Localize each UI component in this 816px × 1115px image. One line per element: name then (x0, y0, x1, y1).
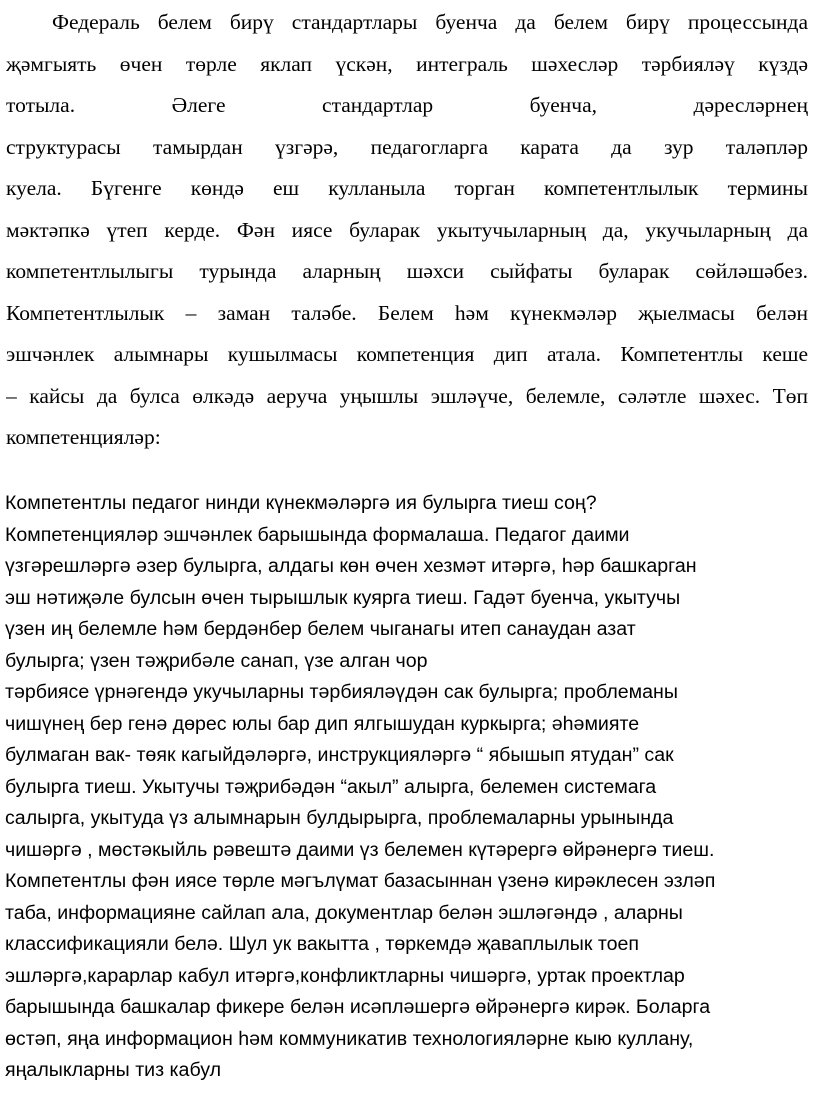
text-line: булмаган вак- төяк кагыйдәләргә, инструкцияләргә “ ябышып ятудан” сак (5, 744, 674, 766)
text-line: Федераль белем бирү стандартлары буенча да белем бирү процессында (52, 10, 808, 34)
text-line: җәмгыять өчен төрле яклап үскән, интеграль шәхесләр тәрбияләү күздә (6, 51, 808, 76)
text-line: өстәп, яңа информацион һәм коммуникатив технологияләрне кыю куллану, (5, 1027, 694, 1050)
text-line: – кайсы да булса өлкәдә аеруча уңышлы эшләүче, белемле, сәләтле шәхес. Төп (6, 383, 808, 408)
text-line: компетентлылыгы турында аларның шәхси сыйфаты буларак сөйләшәбез. (6, 259, 808, 283)
text-line: барышында башкалар фикере белән исәпләшергә өйрәнергә кирәк. Боларга (5, 996, 711, 1018)
text-line: Компетентлылык – заман таләбе. Белем һәм күнекмәләр җыелмасы белән (6, 300, 808, 325)
text-line: булырга; үзен тәҗрибәле санап, үзе алган чор (5, 649, 428, 672)
text-line: классификацияли белә. Шул ук вакытта , төркемдә җаваплылык тоеп (5, 933, 640, 955)
text-line: үзгәрешләргә әзер булырга, алдагы көн өчен хезмәт итәргә, һәр башкарган (5, 555, 697, 577)
text-line: чишүнең бер генә дөрес юлы бар дип ялгышудан куркырга; әһәмияте (5, 712, 640, 735)
text-line: Компетентлы фән иясе төрле мәгълүмат базасыннан үзенә кирәклесен эзләп (5, 870, 716, 892)
text-line: булырга тиеш. Укытучы тәҗрибәдән “акыл” алырга, белемен системага (5, 775, 657, 798)
text-line: тәрбиясе үрнәгендә укучыларны тәрбияләүдән сак булырга; проблеманы (5, 681, 678, 703)
text-line: эшләргә,карарлар кабул итәргә,конфликтларны чишәргә, уртак проектлар (5, 964, 685, 987)
text-line: эш нәтиҗәле булсын өчен тырышлык куярга тиеш. Гадәт буенча, укытучы (5, 586, 681, 609)
text-line: структурасы тамырдан үзгәрә, педагогларга карата да зур таләпләр (6, 134, 808, 159)
main-paragraph (5, 488, 811, 1087)
intro-paragraph (6, 2, 808, 459)
text-line: үзен иң белемле һәм бердәнбер белем чыганагы итеп санаудан азат (5, 618, 636, 640)
text-line: тотыла. Әлеге стандартлар буенча, дәресләрнең (6, 93, 808, 117)
text-line: мәктәпкә үтеп керде. Фән иясе буларак укытучыларның да, укучыларның да (6, 217, 808, 242)
text-line: Компетентлы педагог нинди күнекмәләргә ия булырга тиеш соң? (5, 492, 597, 514)
text-line: Компетенцияләр эшчәнлек барышында формалаша. Педагог даими (5, 523, 630, 546)
text-line: таба, информацияне сайлап ала, документлар белән эшләгәндә , аларны (5, 901, 683, 924)
text-line: эшчәнлек алымнары кушылмасы компетенция дип атала. Компетентлы кеше (6, 342, 808, 366)
text-line: куела. Бүгенге көндә еш кулланыла торган компетентлылык термины (6, 176, 808, 200)
text-line: яңалыкларны тиз кабул (5, 1059, 222, 1081)
text-line: салырга, укытуда үз алымнарын булдырырга, проблемаларны урынында (5, 807, 674, 829)
text-line: чишәргә , мөстәкыйль рәвештә даими үз белемен күтәрергә өйрәнергә тиеш. (5, 838, 715, 861)
text-line: компетенцияләр: (6, 425, 161, 449)
